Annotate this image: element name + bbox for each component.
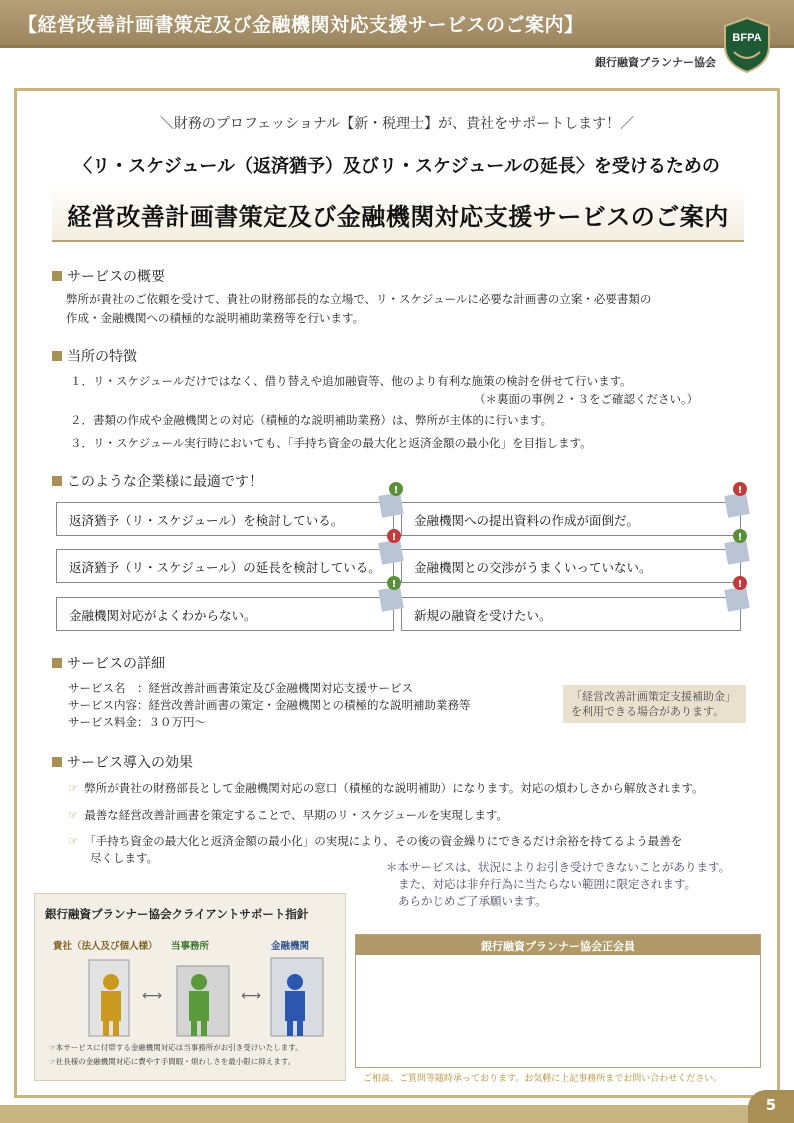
footer-bar xyxy=(0,1105,794,1123)
square-bullet-icon xyxy=(52,476,62,486)
svg-text:⟷: ⟷ xyxy=(141,988,163,1004)
label-office: 当事務所 xyxy=(171,941,210,952)
suited-card-4: 金融機関との交渉がうまくいっていない。 xyxy=(401,549,741,583)
label-client: 貴社（法人及び個人様） xyxy=(53,941,158,952)
banner-title: 【経営改善計画書策定及び金融機関対応支援サービスのご案内】 xyxy=(18,14,584,36)
pointing-hand-icon: ☞ xyxy=(68,781,79,795)
suited-card-6: 新規の融資を受けたい。 xyxy=(401,597,741,631)
effect-bullet-3-cont: 尽くします。 xyxy=(90,851,159,865)
pointing-hand-icon: ☞ xyxy=(68,834,79,848)
svg-text:!: ! xyxy=(737,579,743,590)
section-features-heading: 当所の特徴 xyxy=(52,346,137,366)
subsidy-note xyxy=(563,685,746,723)
detail-service-fee: サービス料金：３０万円〜 xyxy=(68,715,206,729)
overview-line-1: 弊所が貴社のご依頼を受けて、貴社の財務部長的な立場で、リ・スケジュールに必要な計画書の立案・必要書類の xyxy=(66,292,652,306)
label-bank: 金融機関 xyxy=(271,941,310,952)
detail-service-name: サービス名 ：経営改善計画書策定及び金融機関対応支援サービス xyxy=(68,681,413,695)
svg-text:⟷: ⟷ xyxy=(240,988,262,1004)
support-note-1: ☞本サービスに付帯する金融機関対応は当事務所がお引き受けいたします。 xyxy=(49,1043,303,1052)
document-alert-icon xyxy=(376,527,410,565)
disclaimer xyxy=(386,859,730,910)
square-bullet-icon xyxy=(52,757,62,767)
feature-item-1: １．リ・スケジュールだけではなく、借り替えや追加融資等、他のより有利な施策の検討を併せて行います。 xyxy=(70,374,632,388)
contact-note: ご相談、ご質問等随時承っております。お気軽に上記事務所までお問い合わせください。 xyxy=(363,1074,723,1084)
member-office-box xyxy=(355,934,761,1068)
disclaimer-line-1: ＊本サービスは、状況によりお引き受けできないことがあります。 xyxy=(386,860,731,874)
svg-text:!: ! xyxy=(391,579,397,590)
document-check-icon xyxy=(376,574,410,612)
main-title: 経営改善計画書策定及び金融機関対応支援サービスのご案内 xyxy=(67,202,729,231)
client-office-bank-illustration xyxy=(49,954,337,1038)
association-name: 銀行融資プランナー協会 xyxy=(595,56,716,69)
disclaimer-line-2: また、対応は非弁行為に当たらない範囲に限定されます。 xyxy=(398,877,697,891)
document-alert-icon xyxy=(722,480,756,518)
detail-service-content: サービス内容：経営改善計画書の策定・金融機関との積極的な説明補助業務等 xyxy=(68,698,471,712)
overview-line-2: 作成・金融機関への積極的な説明補助業務等を行います。 xyxy=(66,311,365,325)
header-rule xyxy=(0,45,794,48)
subsidy-note-line-1: 「経営改善計画策定支援補助金」 xyxy=(571,690,736,703)
pointing-hand-icon: ☞ xyxy=(68,808,79,822)
feature-item-2: ２．書類の作成や金融機関との対応（積極的な説明補助業務）は、弊所が主体的に行います。 xyxy=(70,413,553,427)
section-details-heading: サービスの詳細 xyxy=(52,653,165,673)
bfpa-logo xyxy=(722,16,772,74)
square-bullet-icon xyxy=(52,658,62,668)
logo-text: BFPA xyxy=(732,32,762,44)
support-title: 銀行融資プランナー協会クライアントサポート指針 xyxy=(45,907,309,921)
svg-text:!: ! xyxy=(391,532,397,543)
suited-card-2: 金融機関への提出資料の作成が面倒だ。 xyxy=(401,502,741,536)
feature-item-3: ３．リ・スケジュール実行時においても、「手持ち資金の最大化と返済金額の最小化」を目指します。 xyxy=(70,436,592,450)
section-suited-heading: このような企業様に最適です！ xyxy=(52,471,263,491)
subsidy-note-line-2: を利用できる場合があります。 xyxy=(571,705,725,718)
document-check-icon xyxy=(722,527,756,565)
svg-text:!: ! xyxy=(737,532,743,543)
effect-bullet-3: ☞ 「手持ち資金の最大化と返済金額の最小化」の実現により、その後の資金繰りにできるだけ余裕を持てるよう最善を xyxy=(68,834,683,848)
page-number: 5 xyxy=(748,1090,794,1123)
section-effects-heading: サービス導入の効果 xyxy=(52,752,193,772)
member-box-heading: 銀行融資プランナー協会正会員 xyxy=(356,935,760,955)
suited-card-3: 返済猶予（リ・スケジュール）の延長を検討している。 xyxy=(56,549,394,583)
main-title-box xyxy=(52,185,744,242)
support-note-2: ☞社長様の金融機関対応に費やす手間暇・煩わしさを最小限に抑えます。 xyxy=(49,1057,296,1066)
svg-text:!: ! xyxy=(737,485,743,496)
feature-item-1-note: （＊裏面の事例２・３をご確認ください。） xyxy=(474,392,699,406)
tagline: ＼財務のプロフェッショナル【新・税理士】が、貴社をサポートします！／ xyxy=(159,116,635,132)
effect-bullet-1: ☞ 弊所が貴社の財務部長として金融機関対応の窓口（積極的な説明補助）になります。対応の煩わしさから解放されます。 xyxy=(68,781,704,795)
suited-card-1: 返済猶予（リ・スケジュール）を検討している。 xyxy=(56,502,394,536)
suited-card-5: 金融機関対応がよくわからない。 xyxy=(56,597,394,631)
document-alert-icon xyxy=(722,574,756,612)
square-bullet-icon xyxy=(52,271,62,281)
svg-text:!: ! xyxy=(393,485,399,496)
client-support-panel xyxy=(34,893,346,1081)
square-bullet-icon xyxy=(52,351,62,361)
effect-bullet-2: ☞ 最善な経営改善計画書を策定することで、早期のリ・スケジュールを実現します。 xyxy=(68,808,508,822)
document-check-icon xyxy=(376,480,410,518)
section-overview-heading: サービスの概要 xyxy=(52,266,165,286)
subtitle: 〈リ・スケジュール（返済猶予）及びリ・スケジュールの延長〉を受けるための xyxy=(74,156,720,177)
disclaimer-line-3: あらかじめご了承願います。 xyxy=(398,894,547,908)
header-banner xyxy=(0,0,794,45)
